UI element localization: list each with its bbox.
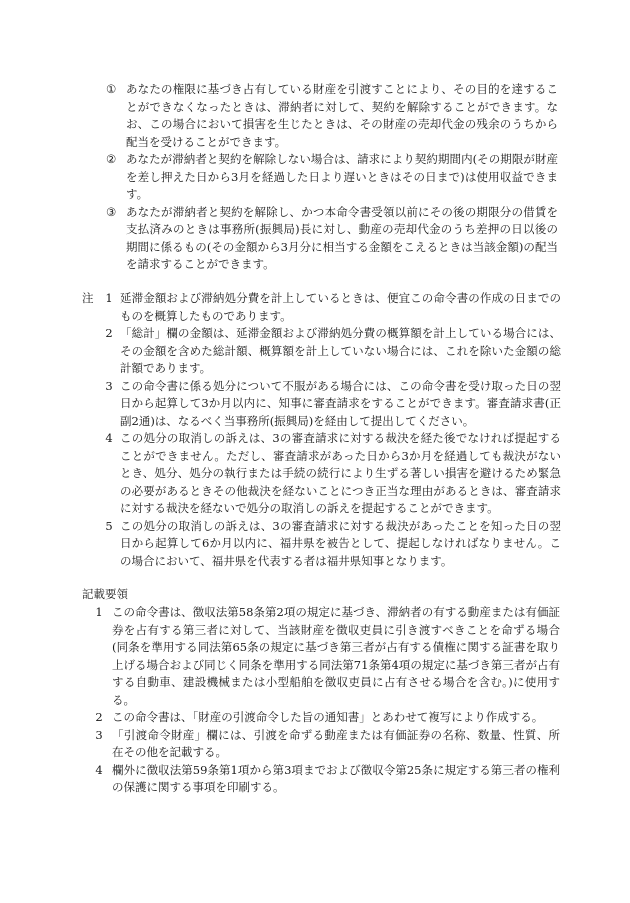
instruction-number: 3 — [95, 727, 103, 742]
notes-section — [98, 290, 561, 570]
circled-item-marker: ② — [106, 152, 117, 166]
notes-label: 注 — [82, 291, 94, 305]
note-number: 2 — [105, 326, 113, 340]
note-item — [98, 430, 561, 518]
circled-item-text: あなたの権限に基づき占有している財産を引渡すことにより、その目的を達することができなくなったときは、滞納者に対して、契約を解除することができます。なお、この場合において損害を生じたときは、その財産の売却代金の残余のうちから配当を受けることができます。 — [126, 82, 558, 149]
note-number: 4 — [105, 431, 113, 445]
instruction-item — [86, 709, 560, 727]
circled-items-section — [106, 81, 558, 274]
instruction-number: 1 — [95, 605, 103, 619]
instruction-item — [86, 762, 560, 797]
instruction-text: この命令書は、「財産の引渡命令した旨の通知書」とあわせて複写により作成する。 — [112, 710, 544, 724]
instruction-number: 4 — [95, 762, 103, 777]
instruction-number: 2 — [95, 710, 103, 724]
note-number: 1 — [105, 291, 113, 305]
instruction-text: この命令書は、徴収法第58条第2項の規定に基づき、滞納者の有する動産または有価証券を占有する第三者に対して、当該財産を徴収吏員に引き渡すべきことを命ずる場合(同条を準用する同法第65条の規定に基づき第三者が占有する債権に関する証書を取り上げる場合および同じく同条を準用する同法第71条第4項の規定に基づき第三者が占有する自動車、建設機械または小型船舶を徴収吏員に占有させる場合を含む。)に使用する。 — [112, 605, 560, 707]
note-text: この処分の取消しの訴えは、3の審査請求に対する裁決を経た後でなければ提起することができません。ただし、審査請求があった日から3か月を経過しても裁決がないとき、処分、処分の執行または手続の続行により生ずる著しい損害を避けるため緊急の必要があるときその他裁決を経ないことにつき正当な理由があるときは、審査請求に対する裁決を経ないで処分の取消しの訴えを提起することができます。 — [120, 431, 561, 515]
note-item — [98, 518, 561, 571]
note-number: 3 — [105, 378, 113, 393]
note-number: 5 — [105, 518, 113, 533]
note-text: 「総計」欄の金額は、延滞金額および滞納処分費の概算額を計上している場合には、その金額を含めた総計額、概算額を計上していない場合には、これを除いた金額の総計額であります。 — [120, 326, 561, 375]
note-text: 延滞金額および滞納処分費を計上しているときは、便宜この命令書の作成の日までのものを概算したものであります。 — [120, 291, 561, 323]
instruction-item — [86, 727, 560, 762]
circled-item-text: あなたが滞納者と契約を解除し、かつ本命令書受領以前にその後の期限分の借賃を支払済みのときは事務所(振興局)長に対し、動産の売却代金のうち差押の日以後の期間に係るもの(その金額から3月分に相当する金額をこえるときは当該金額)の配当を請求することができます。 — [126, 204, 558, 271]
instructions-section — [86, 604, 560, 797]
note-text: この処分の取消しの訴えは、3の審査請求に対する裁決があったことを知った日の翌日から起算して6か月以内に、福井県を被告として、提起しなければなりません。この場合において、福井県を代表する者は福井県知事となります。 — [120, 518, 561, 568]
circled-item — [106, 204, 558, 274]
circled-item-text: あなたが滞納者と契約を解除しない場合は、請求により契約期間内(その期限が財産を差し押えた日から3月を経過した日より遅いときはその日まで)は使用収益できます。 — [126, 152, 558, 201]
note-item — [98, 378, 561, 431]
note-item — [98, 290, 561, 325]
circled-item — [106, 81, 558, 151]
note-item — [98, 325, 561, 378]
instruction-text: 「引渡命令財産」欄には、引渡を命ずる動産または有価証券の名称、数量、性質、所在その他を記載する。 — [112, 727, 560, 759]
instruction-text: 欄外に徴収法第59条第1項から第3項までおよび徴収令第25条に規定する第三者の権利の保護に関する事項を印刷する。 — [112, 762, 560, 794]
circled-item — [106, 151, 558, 204]
instructions-title: 記載要領 — [82, 587, 128, 601]
instruction-item — [86, 604, 560, 709]
note-text: この命令書に係る処分について不服がある場合には、この命令書を受け取った日の翌日から起算して3か月以内に、知事に審査請求をすることができます。審査請求書(正副2通)は、なるべく当事務所(振興局)を経由して提出してください。 — [120, 378, 561, 428]
circled-item-marker: ③ — [106, 204, 117, 219]
circled-item-marker: ① — [106, 82, 117, 96]
